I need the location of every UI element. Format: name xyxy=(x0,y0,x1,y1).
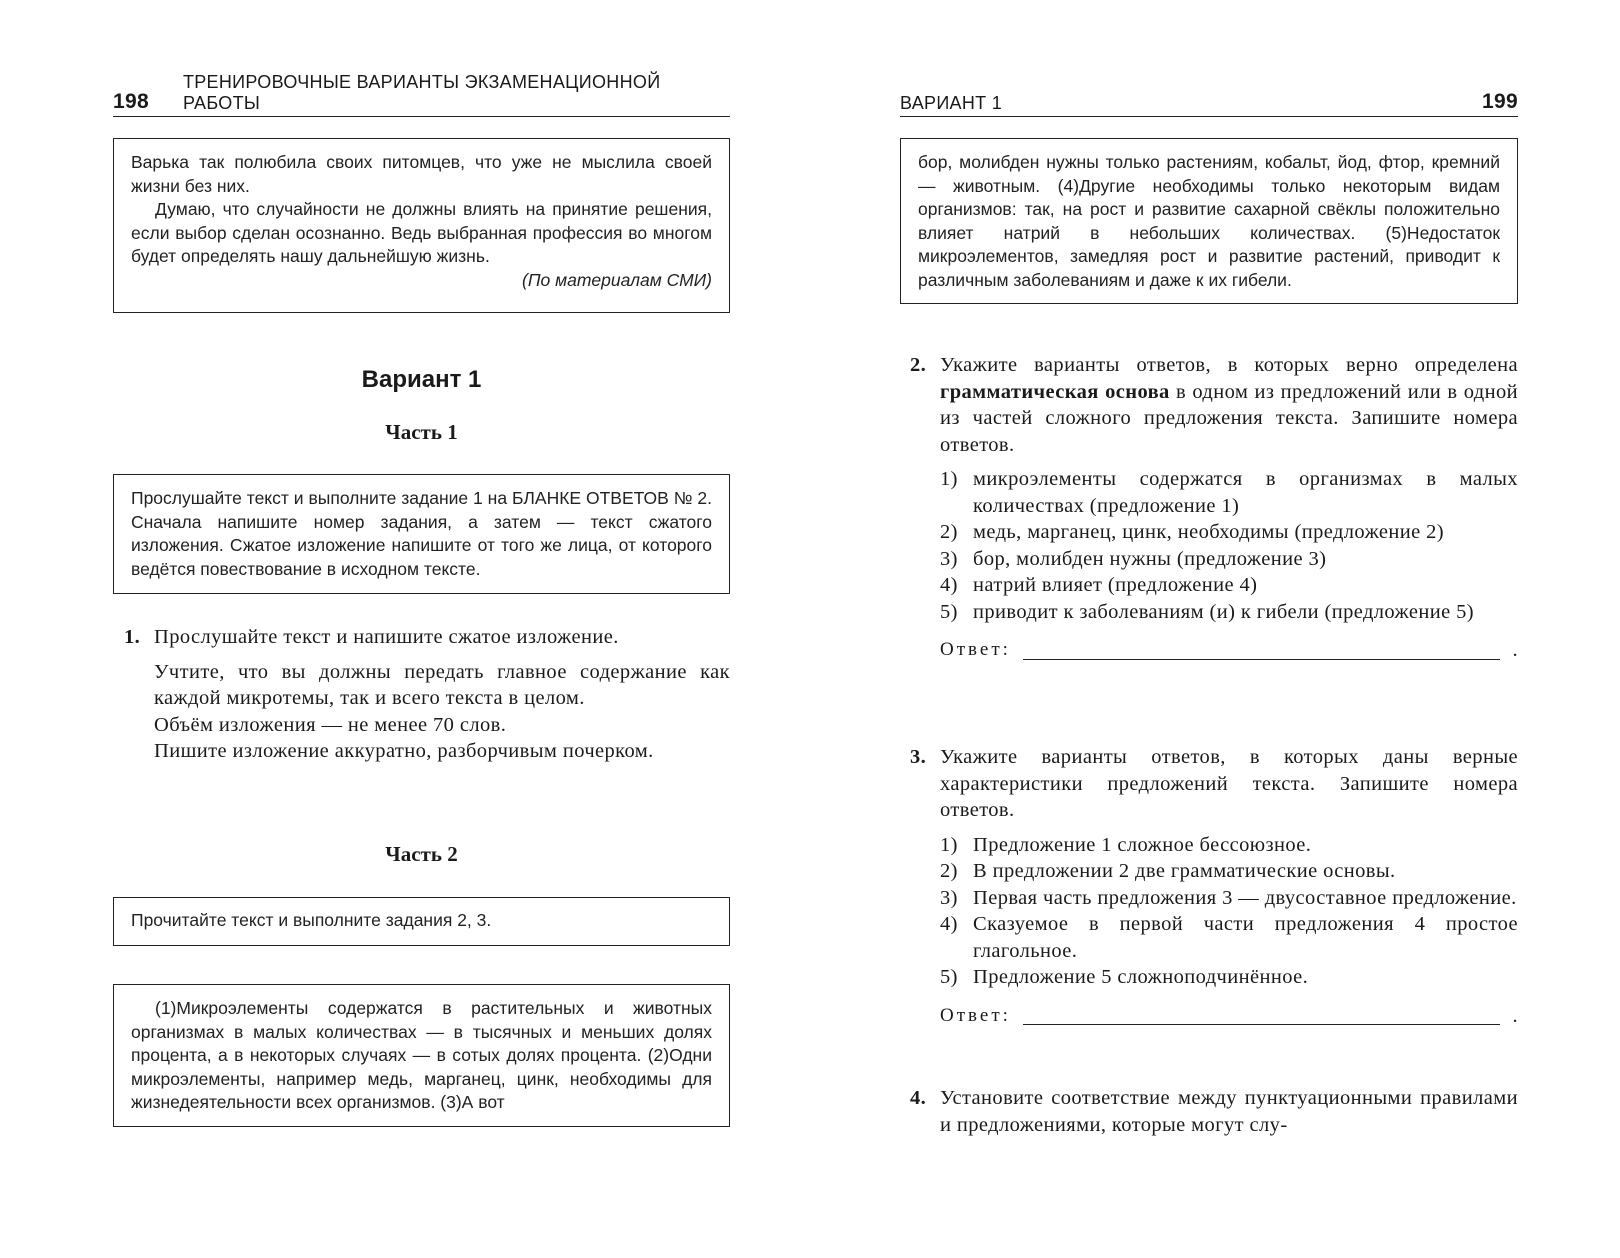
part2-instruction-box xyxy=(113,897,730,946)
running-head-title-left: ТРЕНИРОВОЧНЫЕ ВАРИАНТЫ ЭКЗАМЕНАЦИОННОЙ РАБОТЫ xyxy=(182,72,661,113)
answer-label: Ответ: xyxy=(940,639,1011,660)
answer-period: . xyxy=(1512,1004,1518,1027)
running-head-title-right: ВАРИАНТ 1 xyxy=(900,93,1003,113)
option-text: микроэлементы содержатся в организмах в малых количествах (предложение 1) xyxy=(973,468,1518,517)
running-head-right xyxy=(900,84,1518,117)
task-3-option xyxy=(940,832,1518,859)
option-text: бор, молибден нужны (предложение 3) xyxy=(973,547,1327,570)
option-text: Первая часть предложения 3 — двусоставное предложение. xyxy=(973,886,1517,909)
source-text-start: (1)Микроэлементы содержатся в растительных и животных организмах в малых количествах — в тысячных и меньших долях процента, а в некоторых случаях — в сотых долях процента. (2)Одни микроэлементы, например медь, марганец, цинк, необходимы для жизнедеятельности всех организмов. (3)А вот xyxy=(131,998,712,1112)
source-text-box-start xyxy=(113,984,730,1127)
answer-period: . xyxy=(1512,639,1518,661)
task-2-option xyxy=(940,572,1518,599)
option-text: Сказуемое в первой части предложения 4 простое глагольное. xyxy=(973,913,1518,962)
task-2-options xyxy=(940,466,1518,625)
option-text: приводит к заболеваниям (и) к гибели (предложение 5) xyxy=(973,600,1474,623)
task-2-answer-field[interactable] xyxy=(1023,639,1501,660)
part2-instruction: Прочитайте текст и выполните задания 2, 3. xyxy=(131,910,492,930)
page-number-right: 199 xyxy=(1482,90,1518,113)
task-2-number: 2. xyxy=(910,354,927,376)
option-text: Предложение 1 сложное бессоюзное. xyxy=(973,833,1312,856)
option-number: 2) xyxy=(940,860,958,882)
task-1 xyxy=(124,624,730,765)
running-head-left xyxy=(113,72,730,117)
task-2-answer-row xyxy=(940,637,1518,664)
task-2-stem-a: Укажите варианты ответов, в которых верно определена xyxy=(940,354,1518,376)
right-page xyxy=(810,0,1620,1258)
task-3-stem: Укажите варианты ответов, в которых даны верные характеристики предложений текста. Запишите номера ответов. xyxy=(940,746,1518,821)
option-number: 2) xyxy=(940,521,958,543)
source-text-box-continued xyxy=(900,138,1518,304)
option-number: 4) xyxy=(940,574,958,596)
option-number: 5) xyxy=(940,600,958,623)
task-4 xyxy=(910,1085,1518,1138)
option-number: 1) xyxy=(940,833,958,856)
prev-text-paragraph-2: Думаю, что случайности не должны влиять на принятие решения, если выбор сделан осознанно. Ведь выбранная профессия во многом будет определять нашу дальнейшую жизнь. xyxy=(131,199,712,266)
part1-title: Часть 1 xyxy=(385,420,458,444)
task-3-answer-field[interactable] xyxy=(1023,1004,1501,1025)
task-3-option xyxy=(940,964,1518,991)
prev-text-source: (По материалам СМИ) xyxy=(522,269,712,290)
option-text: В предложении 2 две грамматические основы. xyxy=(973,860,1396,882)
task-2-option xyxy=(940,546,1518,573)
task-3-option xyxy=(940,885,1518,912)
task-1-number: 1. xyxy=(124,626,141,648)
task-3-option xyxy=(940,858,1518,885)
task-1-line-3: Объём изложения — не менее 70 слов. xyxy=(154,713,507,736)
task-2-option xyxy=(940,599,1518,626)
task-2-stem-b: в одном из предложений или в одной из частей сложного предложения текста. Запишите номера ответов. xyxy=(940,380,1518,456)
task-2-stem-bold: грамматическая основа xyxy=(940,380,1170,403)
task-3 xyxy=(910,744,1518,1029)
option-number: 3) xyxy=(940,547,958,570)
task-2-stem xyxy=(940,352,1518,458)
task-1-line-2: Учтите, что вы должны передать главное содержание как каждой микротемы, так и всего текста в целом. xyxy=(154,660,730,709)
task-2 xyxy=(910,352,1518,664)
option-number: 4) xyxy=(940,913,958,935)
part1-instruction-box xyxy=(113,474,730,594)
task-3-options xyxy=(940,832,1518,991)
variant-title: Вариант 1 xyxy=(361,366,482,393)
task-4-number: 4. xyxy=(910,1087,927,1109)
task-3-answer-row xyxy=(940,1003,1518,1030)
option-number: 5) xyxy=(940,966,958,988)
previous-text-box xyxy=(113,138,730,313)
part1-instruction: Прослушайте текст и выполните задание 1 на БЛАНКЕ ОТВЕТОВ № 2. Сначала напишите номер задания, а затем — текст сжатого изложения. Сжатое изложение напишите от того же лица, от которого ведётся повествование в исходном тексте. xyxy=(131,488,712,579)
task-4-stem: Установите соответствие между пунктуационными правилами и предложениями, которые могут слу- xyxy=(940,1087,1518,1136)
task-1-line-1: Прослушайте текст и напишите сжатое изложение. xyxy=(154,626,619,648)
task-2-option xyxy=(940,466,1518,519)
task-3-option xyxy=(940,911,1518,964)
option-text: натрий влияет (предложение 4) xyxy=(973,574,1258,596)
task-3-number: 3. xyxy=(910,746,927,768)
source-text-continued: бор, молибден нужны только растениям, кобальт, йод, фтор, кремний — животным. (4)Другие необходимы только некоторым видам организмов: так, на рост и развитие сахарной свёклы положительно влияет натрий в небольших количествах. (5)Недостаток микроэлементов, замедляя рост и развитие растений, приводит к различным заболеваниям и даже к их гибели. xyxy=(918,152,1500,290)
option-text: медь, марганец, цинк, необходимы (предложение 2) xyxy=(973,521,1445,543)
task-1-line-4: Пишите изложение аккуратно, разборчивым почерком. xyxy=(154,740,654,762)
option-number: 3) xyxy=(940,886,958,909)
part2-title: Часть 2 xyxy=(385,842,458,866)
prev-text-paragraph-1: Варька так полюбила своих питомцев, что уже не мыслила своей жизни без них. xyxy=(131,152,712,196)
task-2-option xyxy=(940,519,1518,546)
answer-label: Ответ: xyxy=(940,1004,1011,1026)
option-text: Предложение 5 сложноподчинённое. xyxy=(973,966,1309,988)
option-number: 1) xyxy=(940,468,958,490)
page-number-left: 198 xyxy=(113,90,149,113)
